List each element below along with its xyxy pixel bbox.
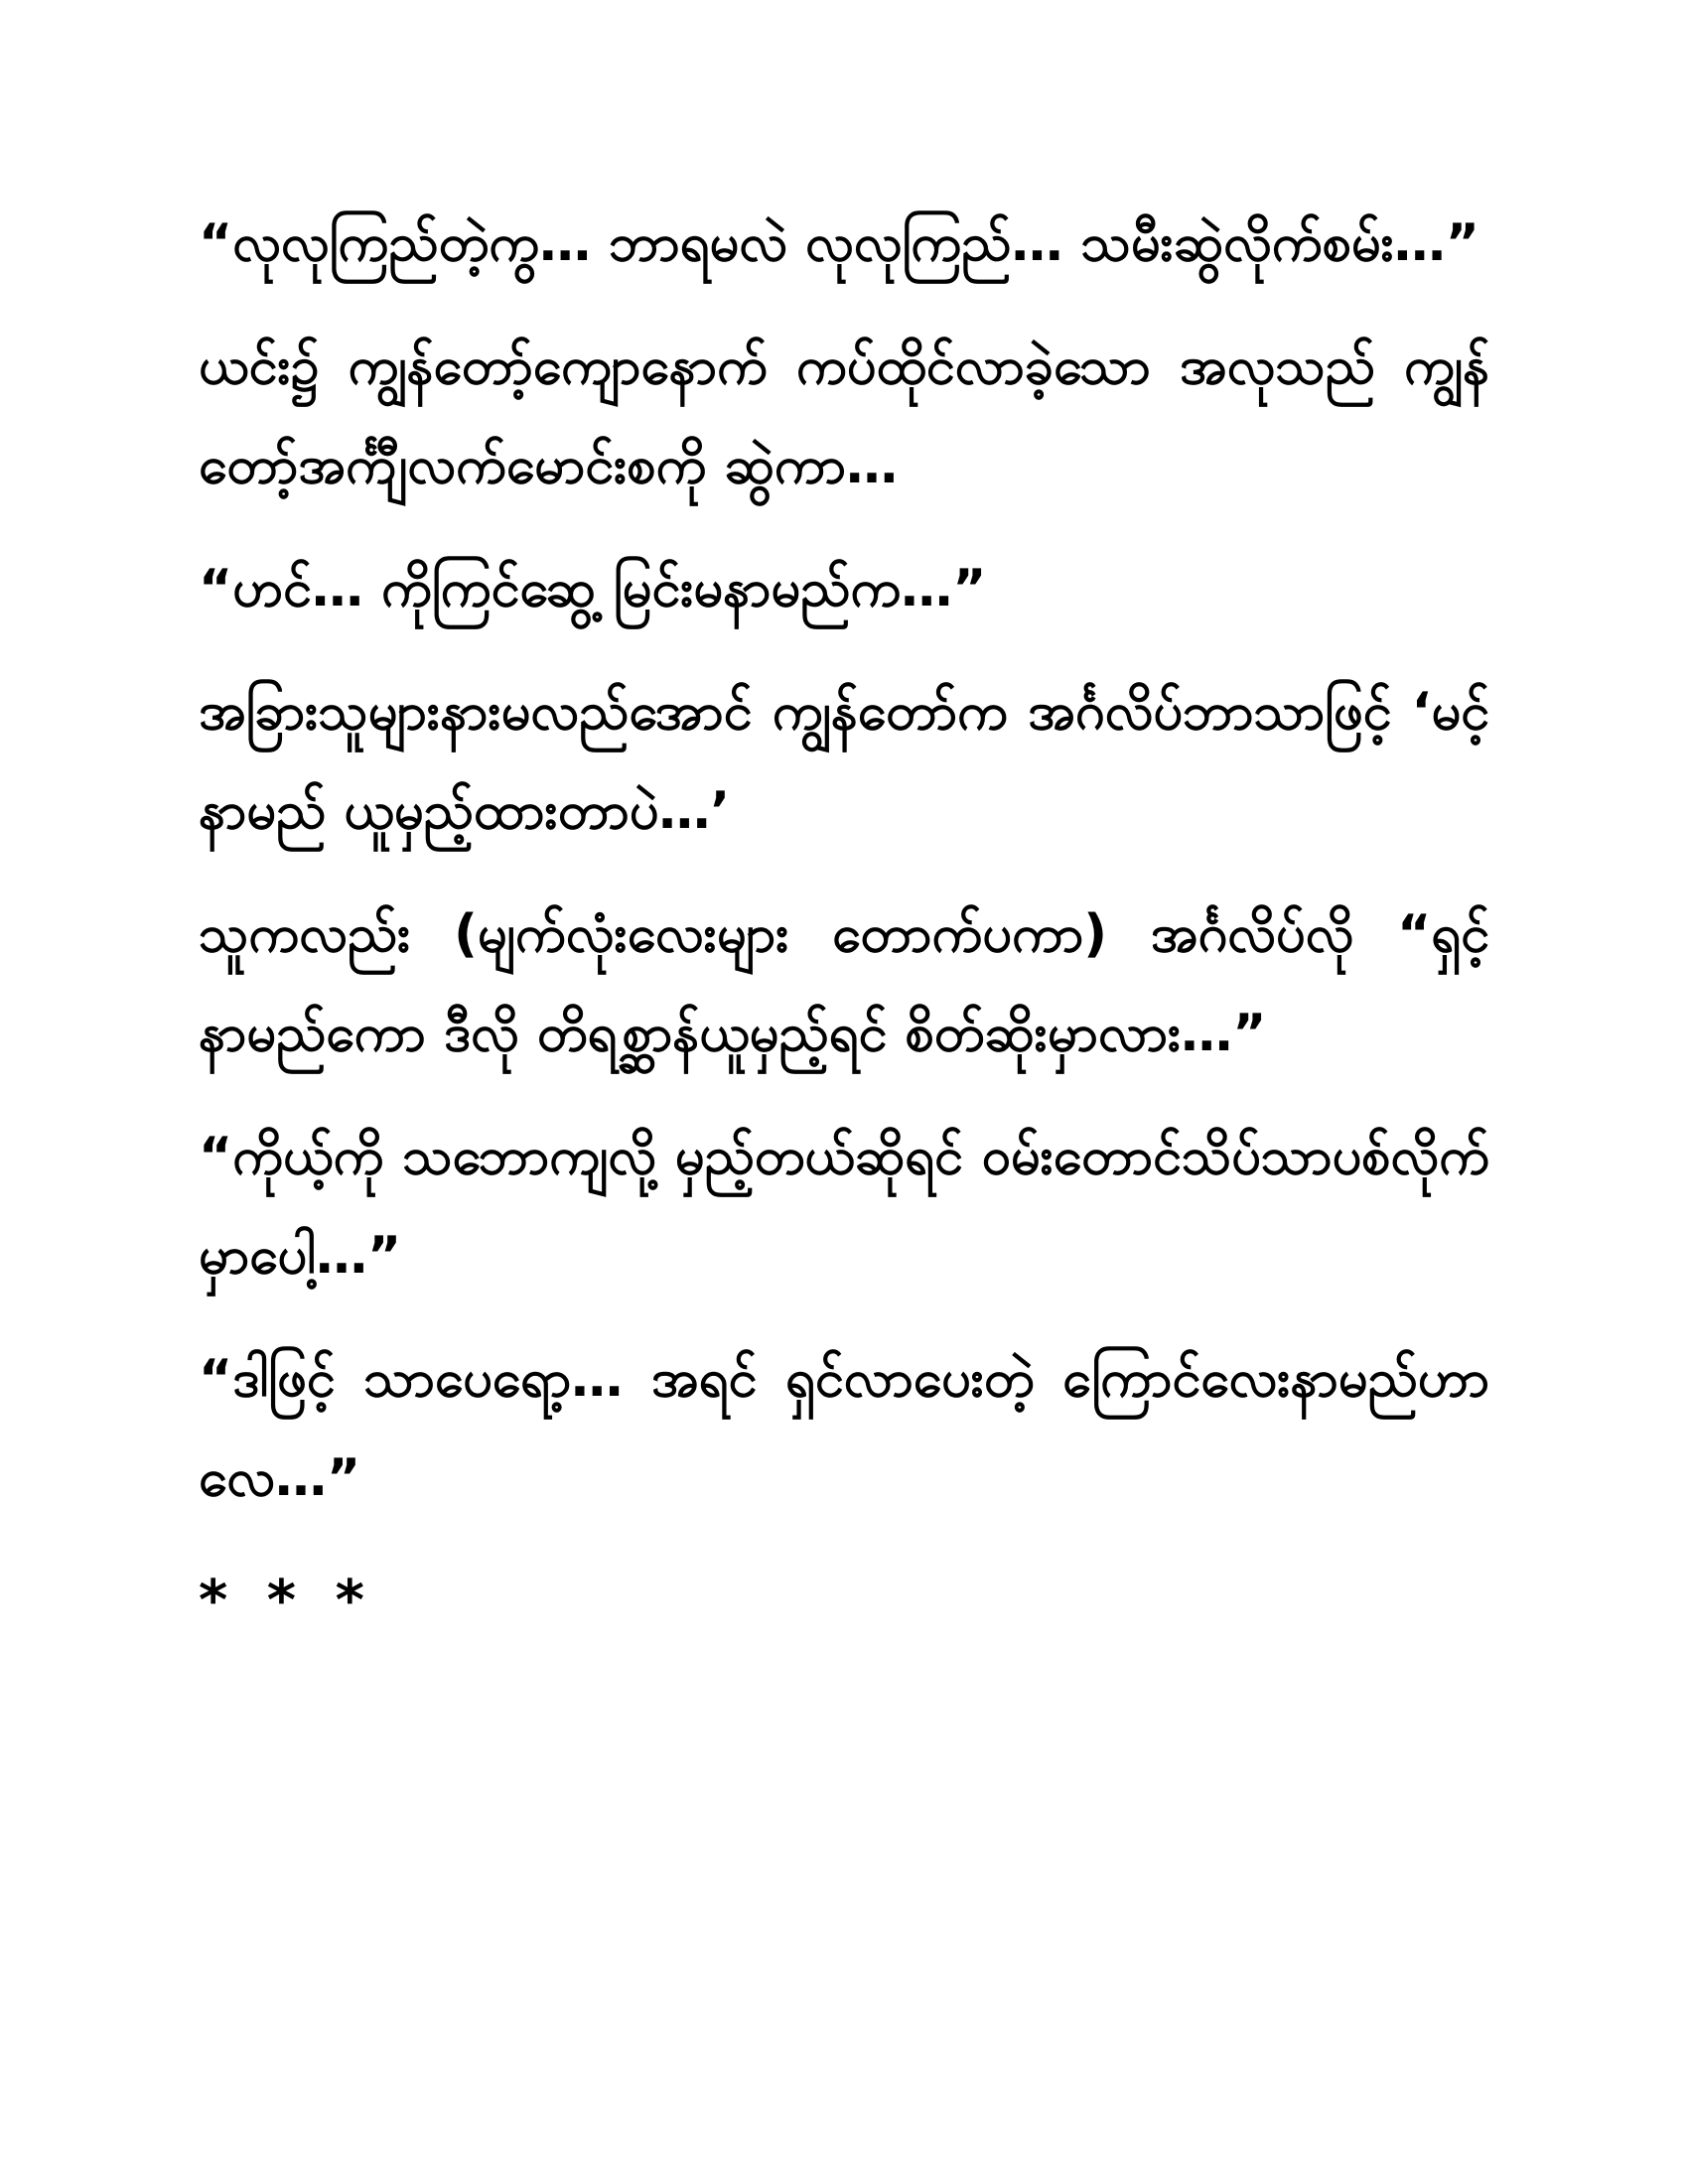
section-separator: * * *: [199, 1569, 374, 1633]
paragraph-2: ယင်း၌ ကျွန်တော့်ကျောနောက် ကပ်ထိုင်လာခဲ့သော အလုသည် ကျွန်တော့်အင်္ကျီလက်မောင်းစကို ဆွဲကာ…: [199, 337, 1489, 495]
paragraph-7: “ဒါဖြင့် သာပေရော့… အရင် ရှင်လာပေးတဲ့ ကြောင်လေးနာမည်ဟာလေ…”: [199, 1349, 1489, 1508]
paragraph-1: “လုလုကြည်တဲ့ကွ… ဘာရမလဲ လုလုကြည်… သမီးဆွဲလိုက်စမ်း…”: [199, 213, 1479, 273]
paragraph-5: သူကလည်း (မျက်လုံးလေးများ တောက်ပကာ) အင်္ဂလိပ်လို “ရှင့်နာမည်ကော ဒီလို တိရစ္ဆာန်ယူမှည့်ရင် စိတ်ဆိုးမှာလား…”: [199, 904, 1489, 1063]
paragraph-3: “ဟင်… ကိုကြင်ဆွေ့ မြင်းမနာမည်က…”: [199, 559, 987, 618]
story-text: [199, 194, 1489, 1651]
paragraph-6: “ကိုယ့်ကို သဘောကျလို့ မှည့်တယ်ဆိုရင် ဝမ်းတောင်သိပ်သာပစ်လိုက်မှာပေါ့…”: [199, 1127, 1489, 1286]
paragraph-4: အခြားသူများနားမလည်အောင် ကျွန်တော်က အင်္ဂလိပ်ဘာသာဖြင့် ‘မင့်နာမည် ယူမှည့်ထားတာပဲ…’: [199, 682, 1489, 841]
